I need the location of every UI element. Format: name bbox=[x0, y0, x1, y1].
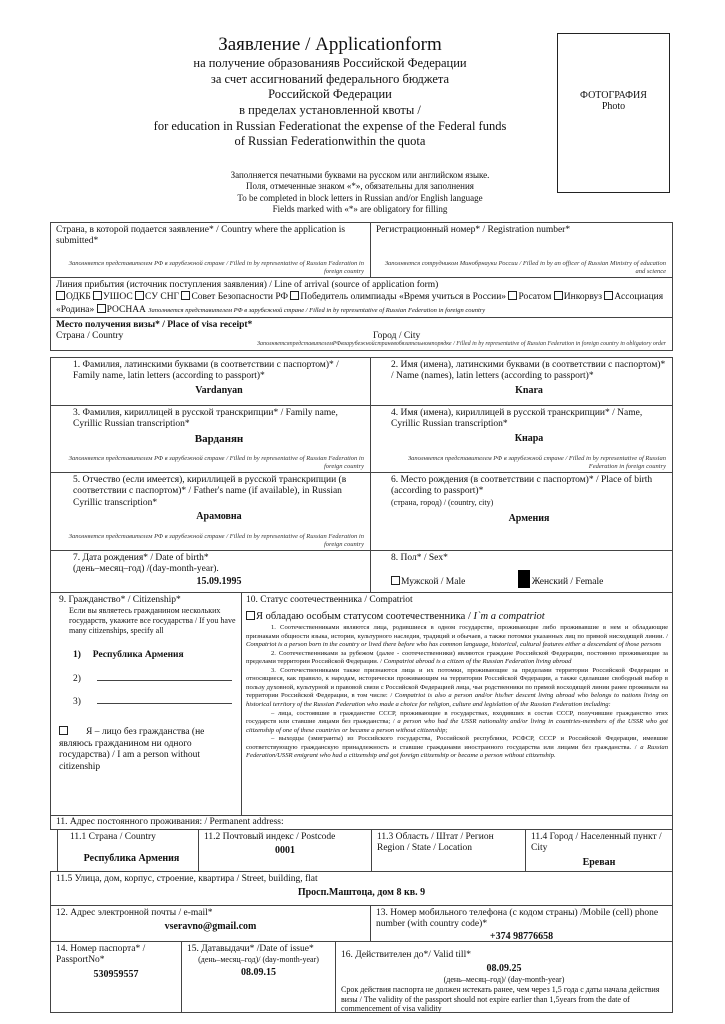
header-line: за счет ассигнований федерального бюджета bbox=[210, 71, 450, 86]
visa-country-label: Страна / Country bbox=[56, 331, 124, 342]
field-value: Арамовна bbox=[196, 511, 242, 523]
checkbox[interactable] bbox=[604, 291, 613, 300]
field-label: Страна, в которой подается заявление* / Country where the application is submitted* bbox=[56, 225, 346, 247]
photo-box bbox=[557, 33, 670, 193]
field-note: Заполняется представителем РФ в зарубежной стране / Filled in by representative of Russian Federation in foreign country bbox=[68, 455, 364, 470]
checkbox-checked[interactable] bbox=[518, 570, 530, 588]
field-note: Срок действия паспорта не должен истекать ранее, чем через 1,5 года с даты начала действия визы / The validity of the passport should not expire earlier than 1,5years from the date of commencement of visa validity bbox=[341, 984, 660, 1014]
field-label: Место получения визы* / Place of visa receipt* bbox=[56, 320, 253, 330]
field-value: 15.09.1995 bbox=[196, 575, 242, 587]
sex-options bbox=[391, 570, 667, 588]
field-note: Заполняется представителем РФ в зарубежной стране / Filled in by representative of Russian Federation in foreign country bbox=[68, 533, 364, 548]
arrival-option[interactable]: Победитель олимпиады «Время учиться в России» bbox=[290, 292, 506, 302]
valid-till-field[interactable] bbox=[335, 941, 673, 1013]
field-value: 0001 bbox=[275, 845, 295, 857]
definition-paragraph: – лица, состоявшие в гражданстве СССР, проживающие в государствах, входивших в состав СССР, получившие гражданство этих государств или ставшие лицами без гражданства; / a person who had the USSR nationality and/or living in countries-members of the USSR who got citizenship of one of these countries or became a person without citizenship; bbox=[246, 709, 668, 734]
email-field[interactable] bbox=[50, 905, 371, 942]
citizenship-item[interactable]: 2) bbox=[73, 674, 236, 685]
header-line: for education in Russian Federationat the expense of the Federal funds bbox=[153, 118, 507, 133]
definition-paragraph: 1. Соотечественниками являются лица, родившиеся в одном государстве, проживающие либо проживавшие в нем и обладающие признаками общности языка, истории, культурного наследия, традиций и обычаев, а также потомки указанных лиц по прямой нисходящей линии. / Compatriot is a person born in the country or lived there before who has common language, historical, cultural features either a descendant of those persons bbox=[246, 623, 668, 649]
arrival-options bbox=[56, 291, 667, 316]
field-label: 11.3 Область / Штат / Регион Region / State / Location bbox=[377, 832, 494, 854]
arrival-option[interactable]: СУ СНГ bbox=[135, 292, 179, 302]
instruction-line: To be completed in block letters in Russian and/or English language bbox=[237, 192, 483, 203]
field-label: 13. Номер мобильного телефона (с кодом страны) /Mobile (cell) phone number (with country code)* bbox=[376, 908, 659, 930]
field-label: Линия прибытия (источник поступления заявления) / Line of arrival (source of application form) bbox=[56, 280, 439, 290]
header-line: of Russian Federationwithin the quota bbox=[234, 134, 426, 149]
registration-field[interactable] bbox=[370, 222, 673, 278]
field-value: vseravno@gmail.com bbox=[164, 921, 257, 933]
checkbox[interactable] bbox=[508, 291, 517, 300]
checkbox[interactable] bbox=[391, 576, 400, 585]
field-label: 6. Место рождения (в соответствии с паспортом)* / Place of birth (according to passport)* bbox=[391, 475, 653, 497]
checkbox[interactable] bbox=[181, 291, 190, 300]
date-of-birth-field[interactable] bbox=[50, 550, 371, 593]
field-note: ЗаполняетсяпредставителемРФвзарубежнойстраневобязательномпорядке / Filled in by representative of Russian Federation in foreign country in obligatory order bbox=[257, 341, 666, 348]
citizenship-item[interactable]: 1) Республика Армения bbox=[73, 650, 184, 661]
checkbox[interactable] bbox=[97, 304, 106, 313]
stateless-option[interactable]: Я – лицо без гражданства (не являюсь гражданином ни одного государства) / I am a person without citizenship bbox=[59, 727, 205, 772]
field-hint: Если вы являетесь гражданином нескольких государств, укажите все государства / If you have many citizenships, specify all bbox=[69, 606, 236, 635]
checkbox[interactable] bbox=[246, 611, 255, 620]
name-cyrillic-field[interactable] bbox=[370, 405, 673, 473]
field-value: +374 98776658 bbox=[489, 930, 554, 942]
form-title: Заявление / Applicationform bbox=[218, 34, 442, 55]
name-latin-field[interactable] bbox=[370, 357, 673, 406]
field-hint: (день–месяц–год)/ (day-month-year) bbox=[198, 955, 319, 965]
citizenship-item[interactable]: 3) bbox=[73, 697, 236, 708]
field-label: 9. Гражданство* / Citizenship* bbox=[59, 595, 181, 605]
field-label: 7. Дата рождения* / Date of birth* bbox=[73, 553, 209, 563]
field-label: 11.5 Улица, дом, корпус, строение, квартира / Street, building, flat bbox=[56, 874, 318, 884]
arrival-option[interactable]: Ассоциация «Родина» bbox=[56, 292, 664, 315]
sex-field bbox=[370, 550, 673, 593]
checkbox[interactable] bbox=[59, 726, 68, 735]
arrival-option[interactable]: РОСНАА bbox=[97, 305, 146, 315]
visa-city-label: Город / City bbox=[373, 331, 421, 341]
sex-option-female[interactable]: Женский / Female bbox=[518, 577, 604, 587]
field-label: Регистрационный номер* / Registration number* bbox=[376, 225, 571, 235]
arrival-option[interactable]: Совет Безопасности РФ bbox=[181, 292, 288, 302]
date-of-issue-field[interactable] bbox=[181, 941, 336, 1013]
definition-paragraph: – выходцы (эмигранты) из Российского государства, Российской республики, РСФСР, СССР и Российской Федерации, имевшие соответствующую гражданскую принадлежность и ставшие гражданами иностранного государства или лицами без гражданства. / a Russian Federation/USSR emigrant who had a citizenship and got foreign citizenship or became a person without citizenship. bbox=[246, 735, 669, 760]
instruction-line: Fields marked with «*» are obligatory for filling bbox=[272, 203, 448, 214]
compatriot-field bbox=[241, 592, 673, 816]
checkbox[interactable] bbox=[290, 291, 299, 300]
field-label: 2. Имя (имена), латинскими буквами (в соответствии с паспортом)* / Name (names), latin letters (according to passport)* bbox=[391, 360, 666, 382]
field-value: Просп.Маштоца, дом 8 кв. 9 bbox=[297, 887, 426, 899]
field-label: 15. Датавыдачи* /Date of issue* bbox=[187, 944, 314, 954]
permanent-address-header bbox=[50, 815, 673, 830]
field-label: 11.1 Страна / Country bbox=[70, 832, 156, 842]
mobile-phone-field[interactable] bbox=[370, 905, 673, 942]
sex-option-male[interactable]: Мужской / Male bbox=[391, 577, 465, 587]
field-note: Заполняется представителем РФ в зарубежной стране / Filled in by representative of Russian Federation in foreign country bbox=[68, 260, 364, 275]
header-line: на получение образованияв Российской Федерации bbox=[193, 56, 467, 70]
field-value: Республика Армения bbox=[83, 853, 180, 865]
compatriot-checkbox[interactable]: Я обладаю особым статусом соотечественника / I`m a compatriot bbox=[246, 611, 668, 624]
checkbox[interactable] bbox=[93, 291, 102, 300]
field-value: 08.09.15 bbox=[241, 966, 276, 978]
visa-place-field[interactable] bbox=[50, 317, 673, 351]
checkbox[interactable] bbox=[135, 291, 144, 300]
instructions bbox=[150, 170, 570, 215]
arrival-line-field bbox=[50, 277, 673, 318]
field-hint: (день–месяц–год)/ (day-month-year) bbox=[443, 975, 565, 985]
field-label: 12. Адрес электронной почты / e-mail* bbox=[56, 908, 213, 918]
field-hint: (день–месяц–год) /(day-month-year). bbox=[73, 564, 219, 575]
postcode-field[interactable] bbox=[198, 829, 372, 872]
family-name-latin-field[interactable] bbox=[50, 357, 371, 406]
arrival-option[interactable]: Инкорвуз bbox=[554, 292, 602, 302]
arrival-option[interactable]: ОДКБ bbox=[56, 292, 91, 302]
field-label: 8. Пол* / Sex* bbox=[391, 553, 448, 563]
definition-paragraph: 3. Соотечественниками также признаются лица и их потомки, проживающие за пределами территории Российской Федерации и относящиеся, как правило, к народам, исторически проживающим на территории Российской Федерации, а также сделавшие свободный выбор в пользу духовной, культурной и правовой связи с Российской Федерацией лица, чьи родственники по прямой восходящей линии ранее проживали на территории Российской Федерации, в том числе: / Compatriot is also a person and/or his/her descent living abroad who belongs to nations living on historical territory of the Russian Federation who made a choice for religion, culture and legislation of the Russian Federation including: bbox=[246, 666, 668, 709]
field-label: 3. Фамилия, кириллицей в русской транскрипции* / Family name, Cyrillic Russian transcription* bbox=[73, 408, 338, 430]
header-lines bbox=[120, 56, 540, 150]
form-header bbox=[120, 34, 540, 150]
field-label: 10. Статус соотечественника / Compatriot bbox=[246, 595, 413, 605]
header-line: в пределах установленной квоты / bbox=[239, 102, 421, 117]
field-value: 08.09.25 bbox=[486, 963, 522, 975]
field-label: 5. Отчество (если имеется), кириллицей в русской транскрипции (в соответствии с паспортом)* / Father's name (if available), in Russian Cyrillic transcription* bbox=[73, 475, 347, 508]
checkbox[interactable] bbox=[554, 291, 563, 300]
field-label: 1. Фамилия, латинскими буквами (в соответствии с паспортом)* / Family name, latin letters (according to passport)* bbox=[73, 360, 339, 382]
region-field[interactable] bbox=[371, 829, 526, 872]
definition-paragraph: 2. Соотечественниками за рубежом (далее - соотечественники) являются граждане Российской Федерации, постоянно проживающие за пределами территории Российской Федерации. / Compatriot abroad is a citizen of the Russian Federation living abroad bbox=[246, 649, 668, 666]
arrival-option[interactable]: Росатом bbox=[508, 292, 551, 302]
field-hint: (страна, город) / (country, city) bbox=[391, 497, 494, 507]
citizenship-field bbox=[50, 592, 242, 816]
field-note: Заполняется представителем РФ в зарубежной стране / Filled in by representative of Russian Federation in foreign country bbox=[407, 455, 666, 470]
family-name-cyrillic-field[interactable] bbox=[50, 405, 371, 473]
photo-label-en: Photo bbox=[601, 101, 626, 112]
field-value: Армения bbox=[508, 513, 550, 525]
field-note: Заполняется представителем РФ в зарубежной стране / Filled in by representative of Russian Federation in foreign country bbox=[148, 306, 486, 314]
instruction-line: Заполняется печатными буквами на русском или английском языке. bbox=[230, 170, 490, 180]
field-label: 11. Адрес постоянного проживания: / Permanent address: bbox=[56, 817, 284, 827]
instruction-line: Поля, отмеченные знаком «*», обязательны для заполнения bbox=[246, 181, 474, 192]
field-label: 16. Действителен до*/ Valid till* bbox=[341, 950, 471, 960]
field-label: 14. Номер паспорта* / PassportNo* bbox=[56, 944, 146, 966]
street-field[interactable] bbox=[50, 871, 673, 906]
photo-label-ru: ФОТОГРАФИЯ bbox=[580, 90, 647, 101]
field-value: Vardanyan bbox=[195, 384, 243, 396]
country-applied-field[interactable] bbox=[50, 222, 371, 278]
fathers-name-field[interactable] bbox=[50, 472, 371, 551]
field-note: Заполняется сотрудником Минобрнауки России / Filled in by an officer of Russian Ministry of education and science bbox=[384, 260, 666, 275]
compatriot-definitions bbox=[246, 624, 668, 761]
field-label: 11.4 Город / Населенный пункт / City bbox=[531, 832, 662, 854]
field-value: Knara bbox=[515, 384, 543, 396]
arrival-option[interactable]: УШОС bbox=[93, 292, 133, 302]
checkbox[interactable] bbox=[56, 291, 65, 300]
header-line: Российской Федерации bbox=[268, 87, 392, 102]
field-value: Варданян bbox=[194, 432, 244, 445]
field-value: Ереван bbox=[582, 856, 616, 868]
place-of-birth-field[interactable] bbox=[370, 472, 673, 551]
passport-number-field[interactable] bbox=[50, 941, 182, 1013]
field-value: Кнара bbox=[514, 432, 544, 444]
address-country-field[interactable] bbox=[57, 829, 199, 872]
field-label: 4. Имя (имена), кириллицей в русской транскрипции* / Name, Cyrillic Russian transcription* bbox=[391, 408, 643, 430]
field-label: 11.2 Почтовый индекс / Postcode bbox=[204, 832, 336, 842]
field-value: 530959557 bbox=[93, 968, 139, 980]
city-field[interactable] bbox=[525, 829, 673, 872]
